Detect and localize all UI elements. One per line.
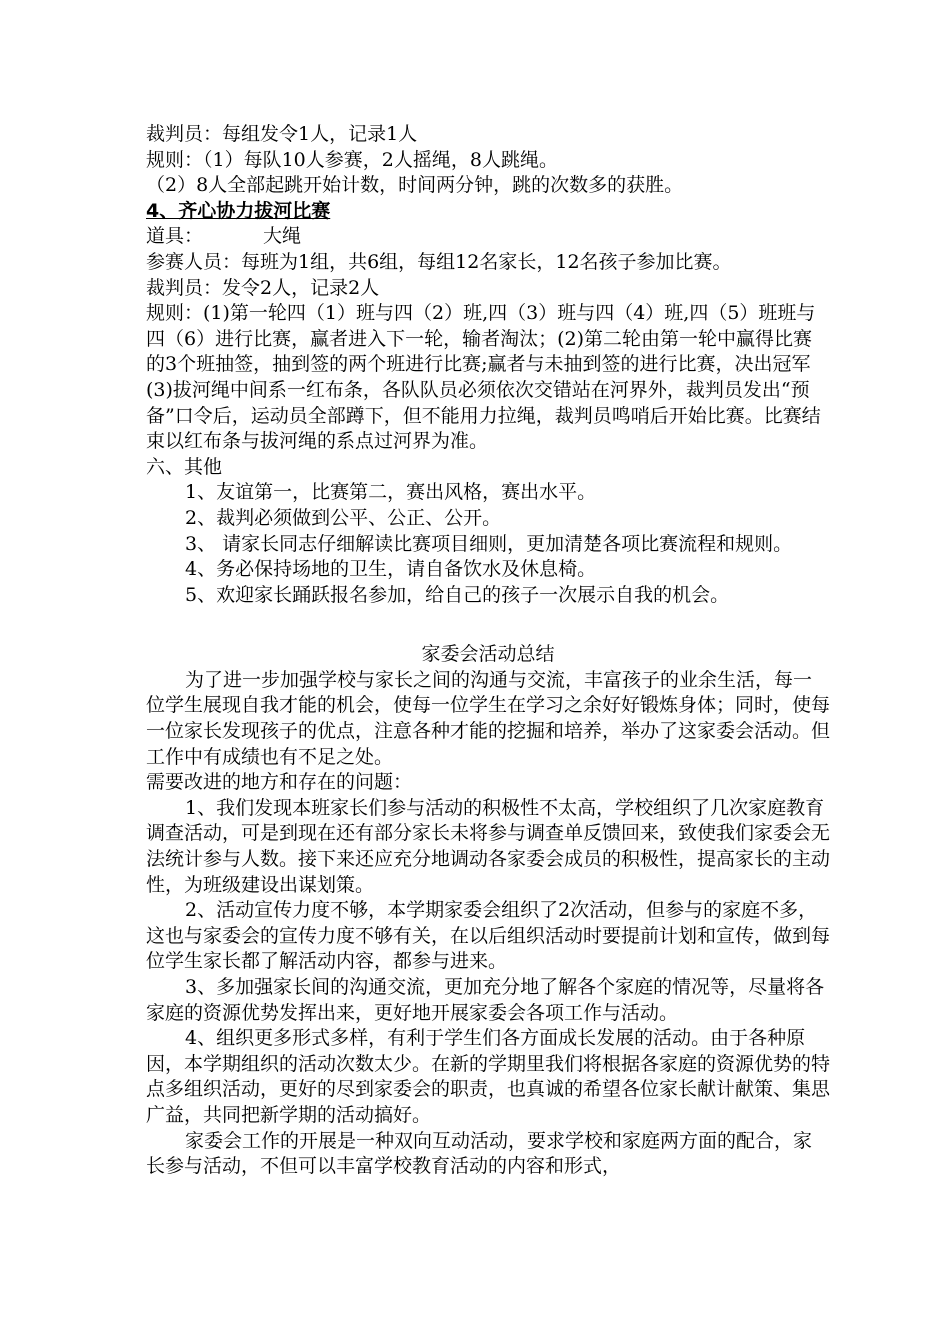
tug-of-war-referee: 裁判员：发令2人，记录2人 [146, 276, 380, 299]
document-body [146, 122, 830, 1180]
tools-label: 道具： [146, 225, 204, 248]
other-heading: 六、其他 [146, 455, 223, 478]
jump-rope-referee: 裁判员：每组发令1人，记录1人 [146, 123, 418, 145]
summary-title: 家委会活动总结 [421, 643, 555, 666]
summary-problems-label: 需要改进的地方和存在的问题： [146, 771, 413, 794]
jump-rope-rule-1: 规则：（1）每队10人参赛，2人摇绳，8人跳绳。 [146, 148, 558, 171]
jump-rope-rule-2: （2）8人全部起跳开始计数，时间两分钟，跳的次数多的获胜。 [146, 174, 684, 197]
summary-intro: 为了进一步加强学校与家长之间的沟通与交流，丰富孩子的业余生活，每一位学生展现自我才能的机会，使每一位学生在学习之余好好锻炼身体；同时，使每一位家长发现孩子的优点，注意各种才能的挖掘和培养，举办了这家委会活动。但工作中有成绩也有不足之处。 [146, 668, 831, 768]
tug-of-war-rules: 规则：(1)第一轮四（1）班与四（2）班,四（3）班与四（4）班,四（5）班班与四（6）进行比赛，赢者进入下一轮，输者淘汰；(2)第二轮由第一轮中赢得比赛的3个班抽签，抽到签的两个班进行比赛;赢者与未抽到签的进行比赛，决出冠军(3)拔河绳中间系一红布条，各队队员必须依次交错站在河界外，裁判员发出“预备”口令后，运动员全部蹲下，但不能用力拉绳，裁判员鸣哨后开始比赛。比赛结束以红布条与拔河绳的系点过河界为准。 [146, 302, 821, 453]
section-spacer [146, 608, 830, 630]
other-item-5: 5、欢迎家长踊跃报名参加，给自己的孩子一次展示自我的机会。 [185, 583, 730, 606]
tug-of-war-heading-text: 4、齐心协力拔河比赛 [146, 199, 331, 222]
tug-of-war-heading [146, 199, 830, 225]
other-item-1: 1、友谊第一，比赛第二，赛出风格，赛出水平。 [185, 481, 597, 504]
tug-of-war-participants: 参赛人员：每班为1组，共6组，每组12名家长，12名孩子参加比赛。 [146, 250, 732, 273]
tools-value: 大绳 [263, 225, 302, 248]
summary-closing: 家委会工作的开展是一种双向互动活动，要求学校和家庭两方面的配合，家长参与活动，不但可以丰富学校教育活动的内容和形式， [146, 1129, 813, 1178]
other-item-3: 3、 请家长同志仔细解读比赛项目细则，更加清楚各项比赛流程和规则。 [185, 532, 793, 555]
other-item-4: 4、务必保持场地的卫生，请自备饮水及休息椅。 [185, 558, 597, 581]
tug-of-war-tools [146, 224, 830, 250]
summary-point-4: 4、组织更多形式多样，有利于学生们各方面成长发展的活动。由于各种原因，本学期组织的活动次数太少。在新的学期里我们将根据各家庭的资源优势的特点多组织活动，更好的尽到家委会的职责，也真诚的希望各位家长献计献策、集思广益，共同把新学期的活动搞好。 [146, 1027, 831, 1126]
summary-point-2: 2、活动宣传力度不够，本学期家委会组织了2次活动，但参与的家庭不多，这也与家委会的宣传力度不够有关，在以后组织活动时要提前计划和宣传，做到每位学生家长都了解活动内容，都参与进来。 [146, 899, 831, 973]
summary-point-3: 3、多加强家长间的沟通交流，更加充分地了解各个家庭的情况等，尽量将各家庭的资源优势发挥出来，更好地开展家委会各项工作与活动。 [146, 976, 825, 1024]
other-item-2: 2、裁判必须做到公平、公正、公开。 [185, 506, 502, 529]
summary-point-1: 1、我们发现本班家长们参与活动的积极性不太高，学校组织了几次家庭教育调查活动，可是到现在还有部分家长未将参与调查单反馈回来，致使我们家委会无法统计参与人数。接下来还应充分地调动各家委会成员的积极性，提高家长的主动性，为班级建设出谋划策。 [146, 796, 831, 896]
